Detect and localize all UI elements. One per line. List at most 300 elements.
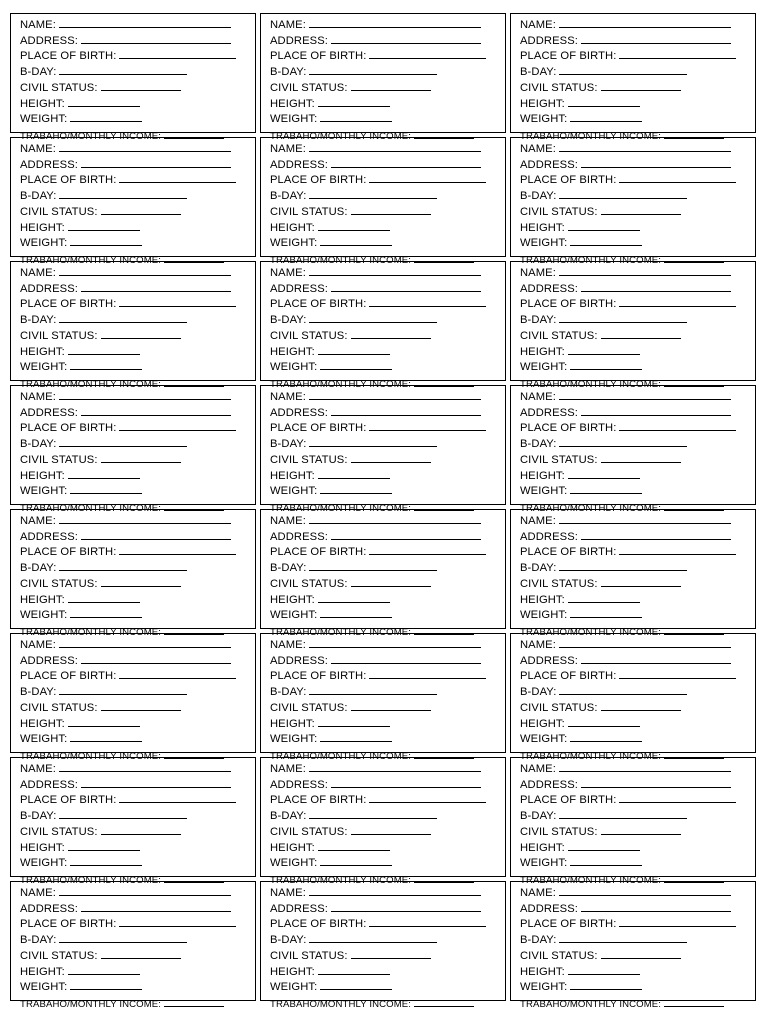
height-label: HEIGHT:	[270, 841, 315, 854]
address-label: ADDRESS:	[520, 406, 578, 419]
address-field-line[interactable]	[81, 33, 231, 44]
civil-status-field-line[interactable]	[101, 824, 181, 835]
address-row	[270, 653, 497, 669]
civil-status-row	[270, 824, 497, 840]
bday-label: B-DAY:	[520, 66, 557, 79]
civil-status-label: CIVIL STATUS:	[270, 81, 348, 94]
info-card	[510, 261, 756, 390]
address-row	[20, 405, 247, 421]
bday-row	[270, 436, 497, 452]
address-label: ADDRESS:	[20, 282, 78, 295]
place-of-birth-field-line[interactable]	[369, 668, 486, 679]
name-field-line[interactable]	[59, 17, 231, 28]
height-field-line[interactable]	[68, 716, 140, 727]
civil-status-field-line[interactable]	[351, 576, 431, 587]
weight-label: WEIGHT:	[20, 733, 68, 746]
bday-field-line[interactable]	[559, 684, 687, 695]
weight-field-line[interactable]	[320, 235, 392, 246]
name-label: NAME:	[270, 143, 306, 155]
name-field-line[interactable]	[559, 141, 731, 152]
bday-field-line[interactable]	[59, 808, 187, 819]
place-of-birth-field-line[interactable]	[369, 172, 486, 183]
address-row	[20, 529, 247, 545]
bday-field-line[interactable]	[559, 560, 687, 571]
weight-field-line[interactable]	[320, 359, 392, 370]
weight-label: WEIGHT:	[20, 981, 68, 994]
name-label: NAME:	[270, 19, 306, 31]
name-row	[20, 141, 247, 157]
address-field-line[interactable]	[331, 33, 481, 44]
place-of-birth-field-line[interactable]	[119, 916, 236, 927]
bday-field-line[interactable]	[309, 312, 437, 323]
address-label: ADDRESS:	[20, 406, 78, 419]
address-label: ADDRESS:	[520, 654, 578, 667]
civil-status-field-line[interactable]	[351, 328, 431, 339]
height-field-line[interactable]	[68, 964, 140, 975]
place-of-birth-row	[270, 48, 497, 64]
address-field-line[interactable]	[581, 405, 731, 416]
bday-row	[270, 312, 497, 328]
place-of-birth-field-line[interactable]	[619, 172, 736, 183]
name-row	[20, 637, 247, 653]
weight-row	[270, 359, 497, 375]
bday-field-line[interactable]	[59, 932, 187, 943]
height-field-line[interactable]	[568, 96, 640, 107]
bday-row	[520, 188, 747, 204]
place-of-birth-label: PLACE OF BIRTH:	[20, 50, 117, 63]
height-field-line[interactable]	[568, 716, 640, 727]
weight-field-line[interactable]	[70, 855, 142, 866]
name-field-line[interactable]	[559, 637, 731, 648]
income-label: TRABAHO/MONTHLY INCOME:	[270, 130, 412, 142]
height-field-line[interactable]	[318, 96, 390, 107]
address-label: ADDRESS:	[20, 158, 78, 171]
address-row	[270, 281, 497, 297]
bday-field-line[interactable]	[559, 312, 687, 323]
address-label: ADDRESS:	[520, 282, 578, 295]
civil-status-row	[20, 80, 247, 96]
address-field-line[interactable]	[581, 281, 731, 292]
height-row	[270, 344, 497, 360]
weight-field-line[interactable]	[570, 979, 642, 990]
bday-field-line[interactable]	[309, 436, 437, 447]
weight-field-line[interactable]	[570, 855, 642, 866]
weight-field-line[interactable]	[320, 607, 392, 618]
name-field-line[interactable]	[559, 265, 731, 276]
weight-field-line[interactable]	[570, 111, 642, 122]
income-field-line[interactable]	[664, 996, 724, 1007]
weight-label: WEIGHT:	[520, 733, 568, 746]
income-label: TRABAHO/MONTHLY INCOME:	[20, 378, 162, 390]
address-field-line[interactable]	[331, 405, 481, 416]
weight-field-line[interactable]	[320, 731, 392, 742]
bday-field-line[interactable]	[309, 560, 437, 571]
address-label: ADDRESS:	[520, 34, 578, 47]
name-label: NAME:	[20, 143, 56, 155]
bday-field-line[interactable]	[59, 560, 187, 571]
civil-status-field-line[interactable]	[101, 80, 181, 91]
name-label: NAME:	[520, 143, 556, 155]
weight-field-line[interactable]	[320, 855, 392, 866]
weight-field-line[interactable]	[70, 731, 142, 742]
name-field-line[interactable]	[559, 513, 731, 524]
address-field-line[interactable]	[581, 777, 731, 788]
address-field-line[interactable]	[331, 157, 481, 168]
address-field-line[interactable]	[81, 281, 231, 292]
place-of-birth-field-line[interactable]	[119, 296, 236, 307]
civil-status-label: CIVIL STATUS:	[520, 701, 598, 714]
weight-field-line[interactable]	[70, 111, 142, 122]
civil-status-field-line[interactable]	[351, 948, 431, 959]
weight-row	[270, 731, 497, 747]
income-label: TRABAHO/MONTHLY INCOME:	[520, 626, 662, 638]
place-of-birth-field-line[interactable]	[369, 296, 486, 307]
height-field-line[interactable]	[68, 220, 140, 231]
civil-status-field-line[interactable]	[601, 948, 681, 959]
address-field-line[interactable]	[81, 157, 231, 168]
income-row	[520, 996, 747, 1012]
civil-status-field-line[interactable]	[351, 204, 431, 215]
weight-label: WEIGHT:	[520, 857, 568, 870]
place-of-birth-field-line[interactable]	[119, 172, 236, 183]
weight-label: WEIGHT:	[20, 113, 68, 126]
bday-label: B-DAY:	[520, 934, 557, 947]
place-of-birth-field-line[interactable]	[119, 792, 236, 803]
weight-field-line[interactable]	[570, 483, 642, 494]
place-of-birth-field-line[interactable]	[619, 420, 736, 431]
weight-row	[20, 111, 247, 127]
weight-field-line[interactable]	[70, 607, 142, 618]
weight-row	[20, 359, 247, 375]
bday-field-line[interactable]	[559, 932, 687, 943]
place-of-birth-field-line[interactable]	[619, 296, 736, 307]
weight-label: WEIGHT:	[520, 981, 568, 994]
height-field-line[interactable]	[68, 840, 140, 851]
height-label: HEIGHT:	[20, 345, 65, 358]
name-label: NAME:	[270, 887, 306, 899]
civil-status-field-line[interactable]	[601, 576, 681, 587]
place-of-birth-field-line[interactable]	[119, 48, 236, 59]
name-field-line[interactable]	[559, 389, 731, 400]
civil-status-field-line[interactable]	[351, 452, 431, 463]
weight-field-line[interactable]	[570, 731, 642, 742]
civil-status-field-line[interactable]	[101, 204, 181, 215]
name-field-line[interactable]	[559, 761, 731, 772]
name-label: NAME:	[20, 763, 56, 775]
name-field-line[interactable]	[309, 885, 481, 896]
civil-status-field-line[interactable]	[101, 700, 181, 711]
name-row	[520, 513, 747, 529]
height-field-line[interactable]	[568, 964, 640, 975]
civil-status-field-line[interactable]	[101, 576, 181, 587]
name-field-line[interactable]	[309, 389, 481, 400]
height-field-line[interactable]	[68, 592, 140, 603]
name-field-line[interactable]	[309, 17, 481, 28]
name-label: NAME:	[520, 267, 556, 279]
address-field-line[interactable]	[81, 901, 231, 912]
civil-status-field-line[interactable]	[351, 700, 431, 711]
address-field-line[interactable]	[331, 653, 481, 664]
name-row	[270, 265, 497, 281]
bday-field-line[interactable]	[59, 64, 187, 75]
address-field-line[interactable]	[81, 529, 231, 540]
bday-row	[270, 64, 497, 80]
height-field-line[interactable]	[68, 344, 140, 355]
place-of-birth-field-line[interactable]	[619, 792, 736, 803]
place-of-birth-field-line[interactable]	[119, 420, 236, 431]
name-field-line[interactable]	[309, 265, 481, 276]
civil-status-field-line[interactable]	[601, 328, 681, 339]
weight-field-line[interactable]	[70, 235, 142, 246]
civil-status-field-line[interactable]	[601, 452, 681, 463]
bday-label: B-DAY:	[520, 562, 557, 575]
bday-field-line[interactable]	[559, 808, 687, 819]
weight-field-line[interactable]	[320, 483, 392, 494]
height-field-line[interactable]	[568, 220, 640, 231]
place-of-birth-row	[270, 792, 497, 808]
info-card	[260, 137, 506, 266]
name-label: NAME:	[520, 887, 556, 899]
address-field-line[interactable]	[581, 157, 731, 168]
name-field-line[interactable]	[59, 265, 231, 276]
bday-field-line[interactable]	[309, 188, 437, 199]
place-of-birth-field-line[interactable]	[119, 668, 236, 679]
bday-label: B-DAY:	[20, 66, 57, 79]
weight-row	[20, 483, 247, 499]
bday-field-line[interactable]	[59, 684, 187, 695]
bday-row	[270, 188, 497, 204]
civil-status-row	[270, 576, 497, 592]
bday-field-line[interactable]	[559, 64, 687, 75]
address-label: ADDRESS:	[270, 654, 328, 667]
civil-status-label: CIVIL STATUS:	[20, 81, 98, 94]
address-row	[520, 777, 747, 793]
height-field-line[interactable]	[568, 592, 640, 603]
income-field-line[interactable]	[414, 996, 474, 1007]
weight-row	[520, 979, 747, 995]
civil-status-field-line[interactable]	[601, 824, 681, 835]
weight-label: WEIGHT:	[520, 361, 568, 374]
weight-field-line[interactable]	[570, 235, 642, 246]
name-row	[270, 17, 497, 33]
civil-status-label: CIVIL STATUS:	[520, 205, 598, 218]
name-field-line[interactable]	[559, 17, 731, 28]
civil-status-row	[270, 328, 497, 344]
height-field-line[interactable]	[318, 716, 390, 727]
income-label: TRABAHO/MONTHLY INCOME:	[270, 254, 412, 266]
bday-row	[20, 188, 247, 204]
civil-status-field-line[interactable]	[101, 948, 181, 959]
name-field-line[interactable]	[59, 637, 231, 648]
height-field-line[interactable]	[318, 344, 390, 355]
address-row	[20, 281, 247, 297]
place-of-birth-field-line[interactable]	[619, 544, 736, 555]
info-card	[260, 633, 506, 762]
civil-status-field-line[interactable]	[601, 204, 681, 215]
height-label: HEIGHT:	[20, 97, 65, 110]
civil-status-row	[270, 204, 497, 220]
place-of-birth-field-line[interactable]	[369, 916, 486, 927]
weight-row	[20, 731, 247, 747]
info-card	[510, 13, 756, 142]
place-of-birth-label: PLACE OF BIRTH:	[20, 670, 117, 683]
address-label: ADDRESS:	[20, 34, 78, 47]
address-row	[20, 33, 247, 49]
civil-status-row	[520, 204, 747, 220]
height-field-line[interactable]	[568, 840, 640, 851]
weight-field-line[interactable]	[70, 483, 142, 494]
bday-field-line[interactable]	[309, 808, 437, 819]
bday-field-line[interactable]	[59, 312, 187, 323]
info-card	[10, 509, 256, 638]
bday-field-line[interactable]	[59, 436, 187, 447]
bday-row	[520, 436, 747, 452]
income-label: TRABAHO/MONTHLY INCOME:	[520, 874, 662, 886]
civil-status-label: CIVIL STATUS:	[270, 701, 348, 714]
height-field-line[interactable]	[68, 96, 140, 107]
place-of-birth-row	[520, 792, 747, 808]
address-field-line[interactable]	[331, 901, 481, 912]
weight-field-line[interactable]	[570, 359, 642, 370]
income-label: TRABAHO/MONTHLY INCOME:	[270, 378, 412, 390]
civil-status-field-line[interactable]	[601, 700, 681, 711]
address-label: ADDRESS:	[270, 406, 328, 419]
height-label: HEIGHT:	[20, 593, 65, 606]
weight-row	[20, 235, 247, 251]
bday-label: B-DAY:	[270, 810, 307, 823]
bday-field-line[interactable]	[559, 188, 687, 199]
height-label: HEIGHT:	[270, 717, 315, 730]
name-field-line[interactable]	[59, 389, 231, 400]
place-of-birth-row	[520, 544, 747, 560]
name-label: NAME:	[270, 639, 306, 651]
bday-label: B-DAY:	[520, 810, 557, 823]
income-row	[20, 996, 247, 1012]
address-field-line[interactable]	[81, 653, 231, 664]
name-field-line[interactable]	[59, 141, 231, 152]
name-field-line[interactable]	[309, 513, 481, 524]
civil-status-field-line[interactable]	[101, 452, 181, 463]
name-field-line[interactable]	[309, 761, 481, 772]
height-row	[520, 220, 747, 236]
name-field-line[interactable]	[559, 885, 731, 896]
place-of-birth-label: PLACE OF BIRTH:	[270, 546, 367, 559]
weight-field-line[interactable]	[70, 979, 142, 990]
place-of-birth-label: PLACE OF BIRTH:	[520, 298, 617, 311]
weight-field-line[interactable]	[570, 607, 642, 618]
name-field-line[interactable]	[309, 637, 481, 648]
bday-label: B-DAY:	[20, 190, 57, 203]
address-field-line[interactable]	[581, 653, 731, 664]
place-of-birth-field-line[interactable]	[369, 48, 486, 59]
place-of-birth-field-line[interactable]	[619, 916, 736, 927]
address-label: ADDRESS:	[270, 902, 328, 915]
height-label: HEIGHT:	[520, 469, 565, 482]
address-label: ADDRESS:	[520, 778, 578, 791]
height-row	[20, 716, 247, 732]
bday-field-line[interactable]	[309, 684, 437, 695]
height-field-line[interactable]	[68, 468, 140, 479]
civil-status-row	[20, 824, 247, 840]
civil-status-field-line[interactable]	[101, 328, 181, 339]
bday-field-line[interactable]	[309, 64, 437, 75]
civil-status-label: CIVIL STATUS:	[520, 949, 598, 962]
bday-label: B-DAY:	[20, 686, 57, 699]
bday-row	[20, 64, 247, 80]
civil-status-row	[270, 948, 497, 964]
name-field-line[interactable]	[309, 141, 481, 152]
height-field-line[interactable]	[318, 592, 390, 603]
address-field-line[interactable]	[331, 281, 481, 292]
address-field-line[interactable]	[331, 777, 481, 788]
height-field-line[interactable]	[568, 468, 640, 479]
income-label: TRABAHO/MONTHLY INCOME:	[20, 750, 162, 762]
height-row	[520, 964, 747, 980]
height-row	[20, 220, 247, 236]
height-field-line[interactable]	[318, 220, 390, 231]
bday-row	[20, 560, 247, 576]
weight-field-line[interactable]	[320, 979, 392, 990]
place-of-birth-label: PLACE OF BIRTH:	[20, 174, 117, 187]
place-of-birth-field-line[interactable]	[619, 48, 736, 59]
place-of-birth-field-line[interactable]	[369, 792, 486, 803]
civil-status-field-line[interactable]	[601, 80, 681, 91]
height-field-line[interactable]	[318, 964, 390, 975]
address-row	[20, 901, 247, 917]
bday-field-line[interactable]	[559, 436, 687, 447]
civil-status-label: CIVIL STATUS:	[20, 825, 98, 838]
info-card	[510, 881, 756, 1010]
name-row	[20, 761, 247, 777]
place-of-birth-row	[270, 296, 497, 312]
place-of-birth-label: PLACE OF BIRTH:	[520, 794, 617, 807]
name-label: NAME:	[520, 515, 556, 527]
bday-row	[520, 808, 747, 824]
income-field-line[interactable]	[164, 996, 224, 1007]
weight-row	[270, 235, 497, 251]
weight-label: WEIGHT:	[520, 237, 568, 250]
address-field-line[interactable]	[331, 529, 481, 540]
height-field-line[interactable]	[318, 468, 390, 479]
height-field-line[interactable]	[568, 344, 640, 355]
address-row	[520, 529, 747, 545]
place-of-birth-field-line[interactable]	[369, 420, 486, 431]
address-field-line[interactable]	[581, 529, 731, 540]
address-field-line[interactable]	[81, 405, 231, 416]
name-field-line[interactable]	[59, 761, 231, 772]
income-label: TRABAHO/MONTHLY INCOME:	[270, 874, 412, 886]
place-of-birth-field-line[interactable]	[369, 544, 486, 555]
place-of-birth-field-line[interactable]	[119, 544, 236, 555]
civil-status-field-line[interactable]	[351, 80, 431, 91]
address-field-line[interactable]	[581, 33, 731, 44]
address-field-line[interactable]	[81, 777, 231, 788]
name-field-line[interactable]	[59, 513, 231, 524]
bday-field-line[interactable]	[59, 188, 187, 199]
info-card	[10, 881, 256, 1010]
weight-field-line[interactable]	[70, 359, 142, 370]
place-of-birth-field-line[interactable]	[619, 668, 736, 679]
bday-field-line[interactable]	[309, 932, 437, 943]
name-field-line[interactable]	[59, 885, 231, 896]
height-row	[270, 468, 497, 484]
address-field-line[interactable]	[581, 901, 731, 912]
weight-label: WEIGHT:	[520, 485, 568, 498]
weight-field-line[interactable]	[320, 111, 392, 122]
height-field-line[interactable]	[318, 840, 390, 851]
address-row	[20, 157, 247, 173]
civil-status-field-line[interactable]	[351, 824, 431, 835]
